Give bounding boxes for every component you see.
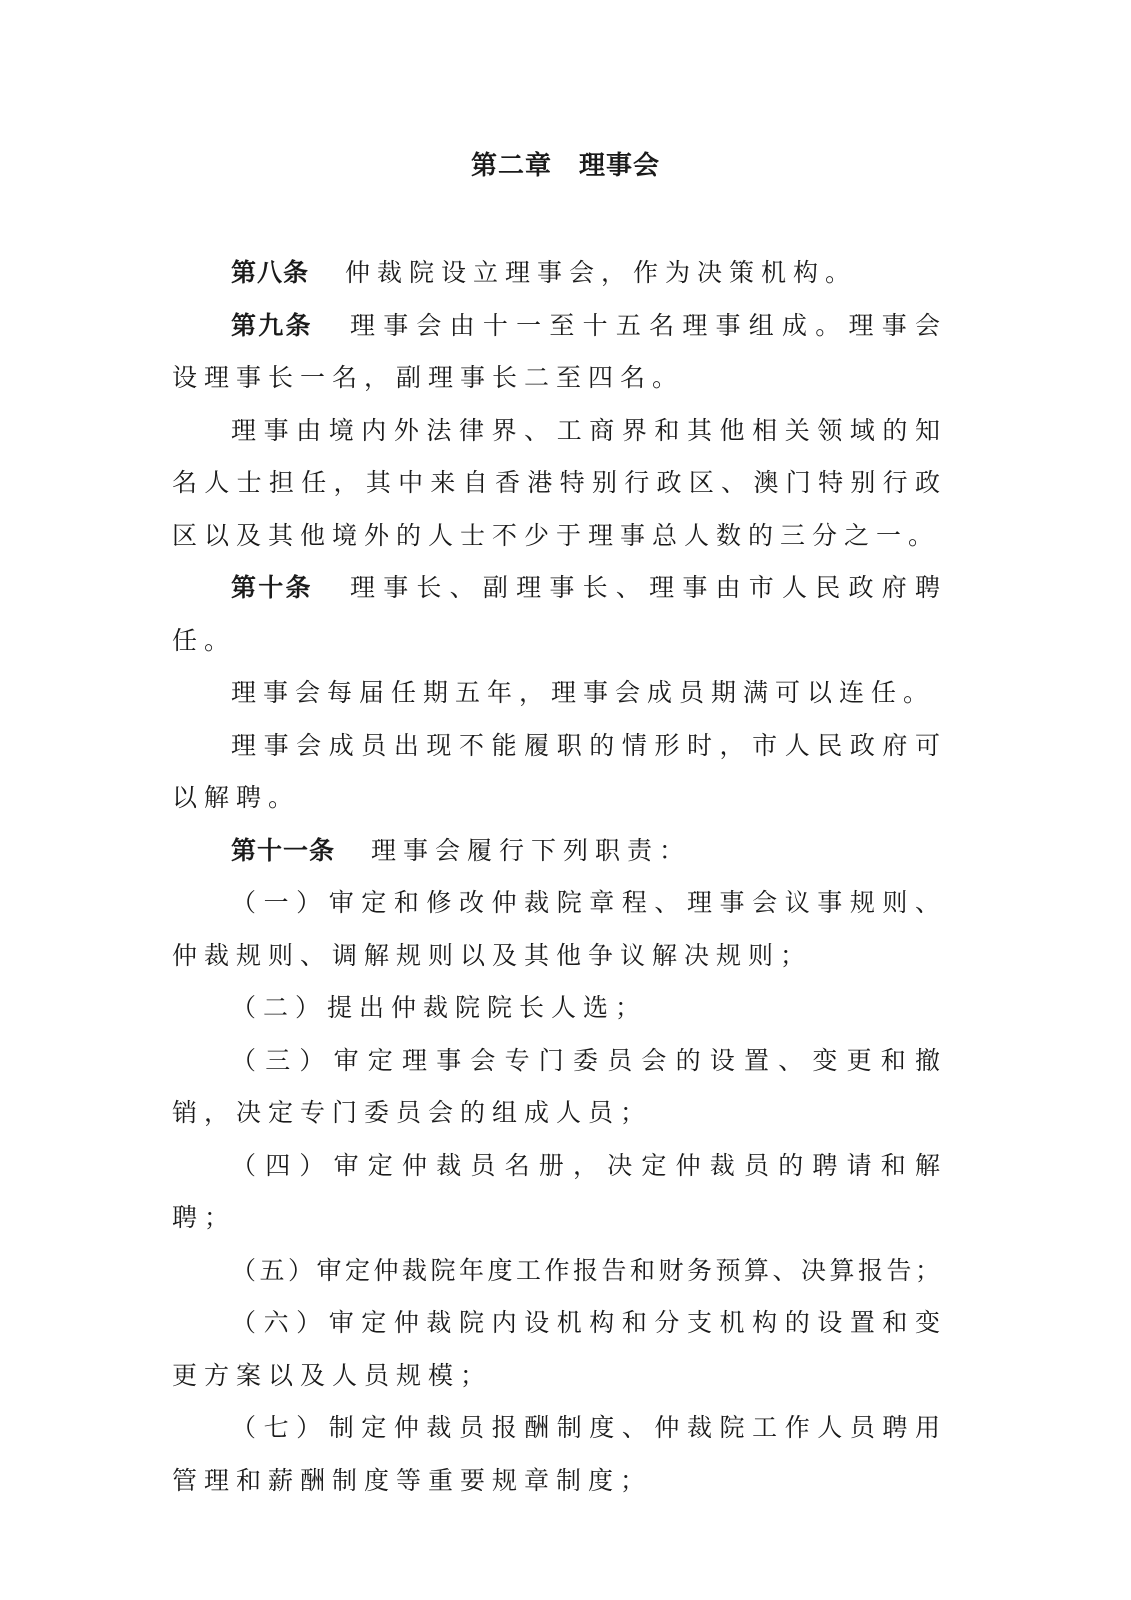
list-item [172,1402,947,1507]
article-label: 第九条 [231,310,313,340]
list-item-text: （一）审定和修改仲裁院章程、理事会议事规则、仲裁规则、调解规则以及其他争议解决规则； [172,888,947,970]
paragraph [172,667,947,720]
article-11 [172,825,947,878]
article-8 [172,247,947,300]
paragraph [172,405,947,563]
paragraph-text: 理事由境内外法律界、工商界和其他相关领域的知名人士担任，其中来自香港特别行政区、澳门特别行政区以及其他境外的人士不少于理事总人数的三分之一。 [172,415,947,550]
list-item [172,877,947,982]
list-item [172,1035,947,1140]
article-label: 第十一条 [231,835,336,865]
article-label: 第八条 [231,258,310,287]
paragraph [172,720,947,825]
article-10 [172,562,947,667]
article-text: 理事会履行下列职责： [371,835,692,865]
paragraph-text: 理事会每届任期五年，理事会成员期满可以连任。 [231,678,936,707]
list-item [172,1140,947,1245]
article-9 [172,300,947,405]
article-label: 第十条 [231,573,313,602]
chapter-title: 第二章 理事会 [470,151,660,181]
list-item [172,982,947,1035]
list-item-text: （七）制定仲裁员报酬制度、仲裁院工作人员聘用管理和薪酬制度等重要规章制度； [172,1413,947,1495]
list-item-text: （五）审定仲裁院年度工作报告和财务预算、决算报告； [231,1255,944,1285]
list-item [172,1245,947,1298]
list-item [172,1297,947,1402]
list-item-text: （四）审定仲裁员名册，决定仲裁员的聘请和解聘； [172,1150,947,1232]
list-item-text: （三）审定理事会专门委员会的设置、变更和撤销，决定专门委员会的组成人员； [172,1045,947,1127]
list-item-text: （二）提出仲裁院院长人选； [231,993,648,1022]
article-text: 理事长、副理事长、理事由市人民政府聘任。 [172,573,947,655]
article-text: 理事会由十一至十五名理事组成。理事会设理事长一名，副理事长二至四名。 [172,310,947,392]
list-item-text: （六）审定仲裁院内设机构和分支机构的设置和变更方案以及人员规模； [172,1308,947,1390]
article-text: 仲裁院设立理事会，作为决策机构。 [345,258,858,287]
paragraph-text: 理事会成员出现不能履职的情形时，市人民政府可以解聘。 [172,730,947,812]
document-body [172,247,947,1507]
